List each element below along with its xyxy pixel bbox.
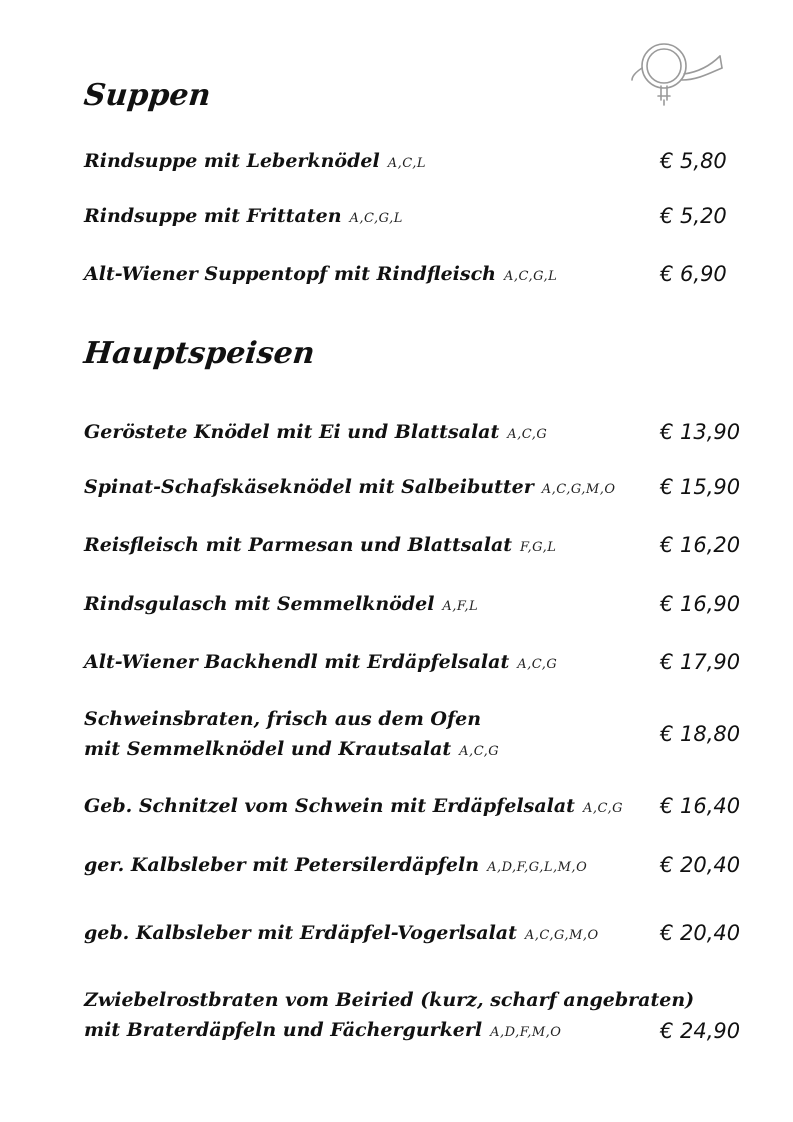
item-name: Geb. Schnitzel vom Schwein mit Erdäpfelsalat A,C,G <box>84 795 623 817</box>
allergen-codes: A,C,G,M,O <box>524 928 599 943</box>
item-name: Alt-Wiener Suppentopf mit Rindfleisch A,C,G,L <box>84 263 558 285</box>
item-name: Alt-Wiener Backhendl mit Erdäpfelsalat A,C,G <box>84 651 558 673</box>
menu-item-ger-kalbsleber <box>84 850 587 883</box>
menu-item-zwiebelrostbraten <box>84 985 694 1048</box>
item-name-line-2: mit Semmelknödel und Krautsalat A,C,G <box>84 738 500 760</box>
item-price: € 16,20 <box>660 533 741 557</box>
menu-item-rindsgulasch <box>84 589 478 622</box>
item-price: € 17,90 <box>660 650 741 674</box>
menu-item-reisfleisch <box>84 530 556 563</box>
allergen-codes: A,F,L <box>442 599 479 614</box>
allergen-codes: A,C,G,M,O <box>541 482 616 497</box>
menu-item-geb-kalbsleber <box>84 918 599 951</box>
allergen-codes: A,D,F,M,O <box>490 1025 562 1040</box>
item-price: € 5,20 <box>660 204 727 228</box>
allergen-codes: A,C,G <box>517 657 558 672</box>
item-name: ger. Kalbsleber mit Petersilerdäpfeln A,D,F,G,L,M,O <box>84 854 588 876</box>
allergen-codes: F,G,L <box>520 540 557 555</box>
allergen-codes: A,C,G <box>459 744 500 759</box>
section-title-suppen: Suppen <box>82 78 213 113</box>
allergen-codes: A,C,G,L <box>349 211 403 226</box>
item-price: € 15,90 <box>660 475 741 499</box>
item-name: Reisfleisch mit Parmesan und Blattsalat F,G,L <box>84 534 557 556</box>
item-price: € 18,80 <box>660 722 741 746</box>
item-price: € 20,40 <box>660 921 741 945</box>
item-name: Geröstete Knödel mit Ei und Blattsalat A,C,G <box>84 421 548 443</box>
allergen-codes: A,C,G <box>507 427 548 442</box>
item-name: Spinat-Schafskäseknödel mit Salbeibutter A,C,G,M,O <box>84 476 616 498</box>
menu-item-spinat-schafskaeseknoedel <box>84 472 616 505</box>
menu-item-suppentopf <box>84 259 557 292</box>
allergen-codes: A,C,L <box>387 156 426 171</box>
menu-item-geroestete-knoedel <box>84 417 547 450</box>
item-name-line-1: Zwiebelrostbraten vom Beiried (kurz, scharf angebraten) <box>84 989 695 1011</box>
item-name: geb. Kalbsleber mit Erdäpfel-Vogerlsalat A,C,G,M,O <box>84 922 599 944</box>
post-horn-icon <box>628 38 724 108</box>
item-price: € 6,90 <box>660 262 727 286</box>
item-name: Rindsuppe mit Frittaten A,C,G,L <box>84 205 403 227</box>
item-name-line-1: Schweinsbraten, frisch aus dem Ofen <box>84 708 482 730</box>
section-title-hauptspeisen: Hauptspeisen <box>82 336 317 371</box>
menu-item-schnitzel <box>84 791 623 824</box>
item-price: € 16,90 <box>660 592 741 616</box>
item-name: Rindsuppe mit Leberknödel A,C,L <box>84 150 426 172</box>
allergen-codes: A,C,G,L <box>503 269 558 284</box>
item-price: € 5,80 <box>660 149 727 173</box>
allergen-codes: A,D,F,G,L,M,O <box>487 860 588 875</box>
menu-item-rindsuppe-frittaten <box>84 201 403 234</box>
menu-item-rindsuppe-leberknoedel <box>84 146 426 179</box>
allergen-codes: A,C,G <box>582 801 623 816</box>
item-price: € 24,90 <box>660 1019 741 1043</box>
menu-item-schweinsbraten <box>84 704 499 767</box>
menu-item-backhendl <box>84 647 557 680</box>
item-price: € 20,40 <box>660 853 741 877</box>
item-price: € 13,90 <box>660 420 741 444</box>
item-name: Rindsgulasch mit Semmelknödel A,F,L <box>84 593 479 615</box>
item-name-line-2: mit Braterdäpfeln und Fächergurkerl A,D,F,M,O <box>84 1019 562 1041</box>
item-price: € 16,40 <box>660 794 741 818</box>
